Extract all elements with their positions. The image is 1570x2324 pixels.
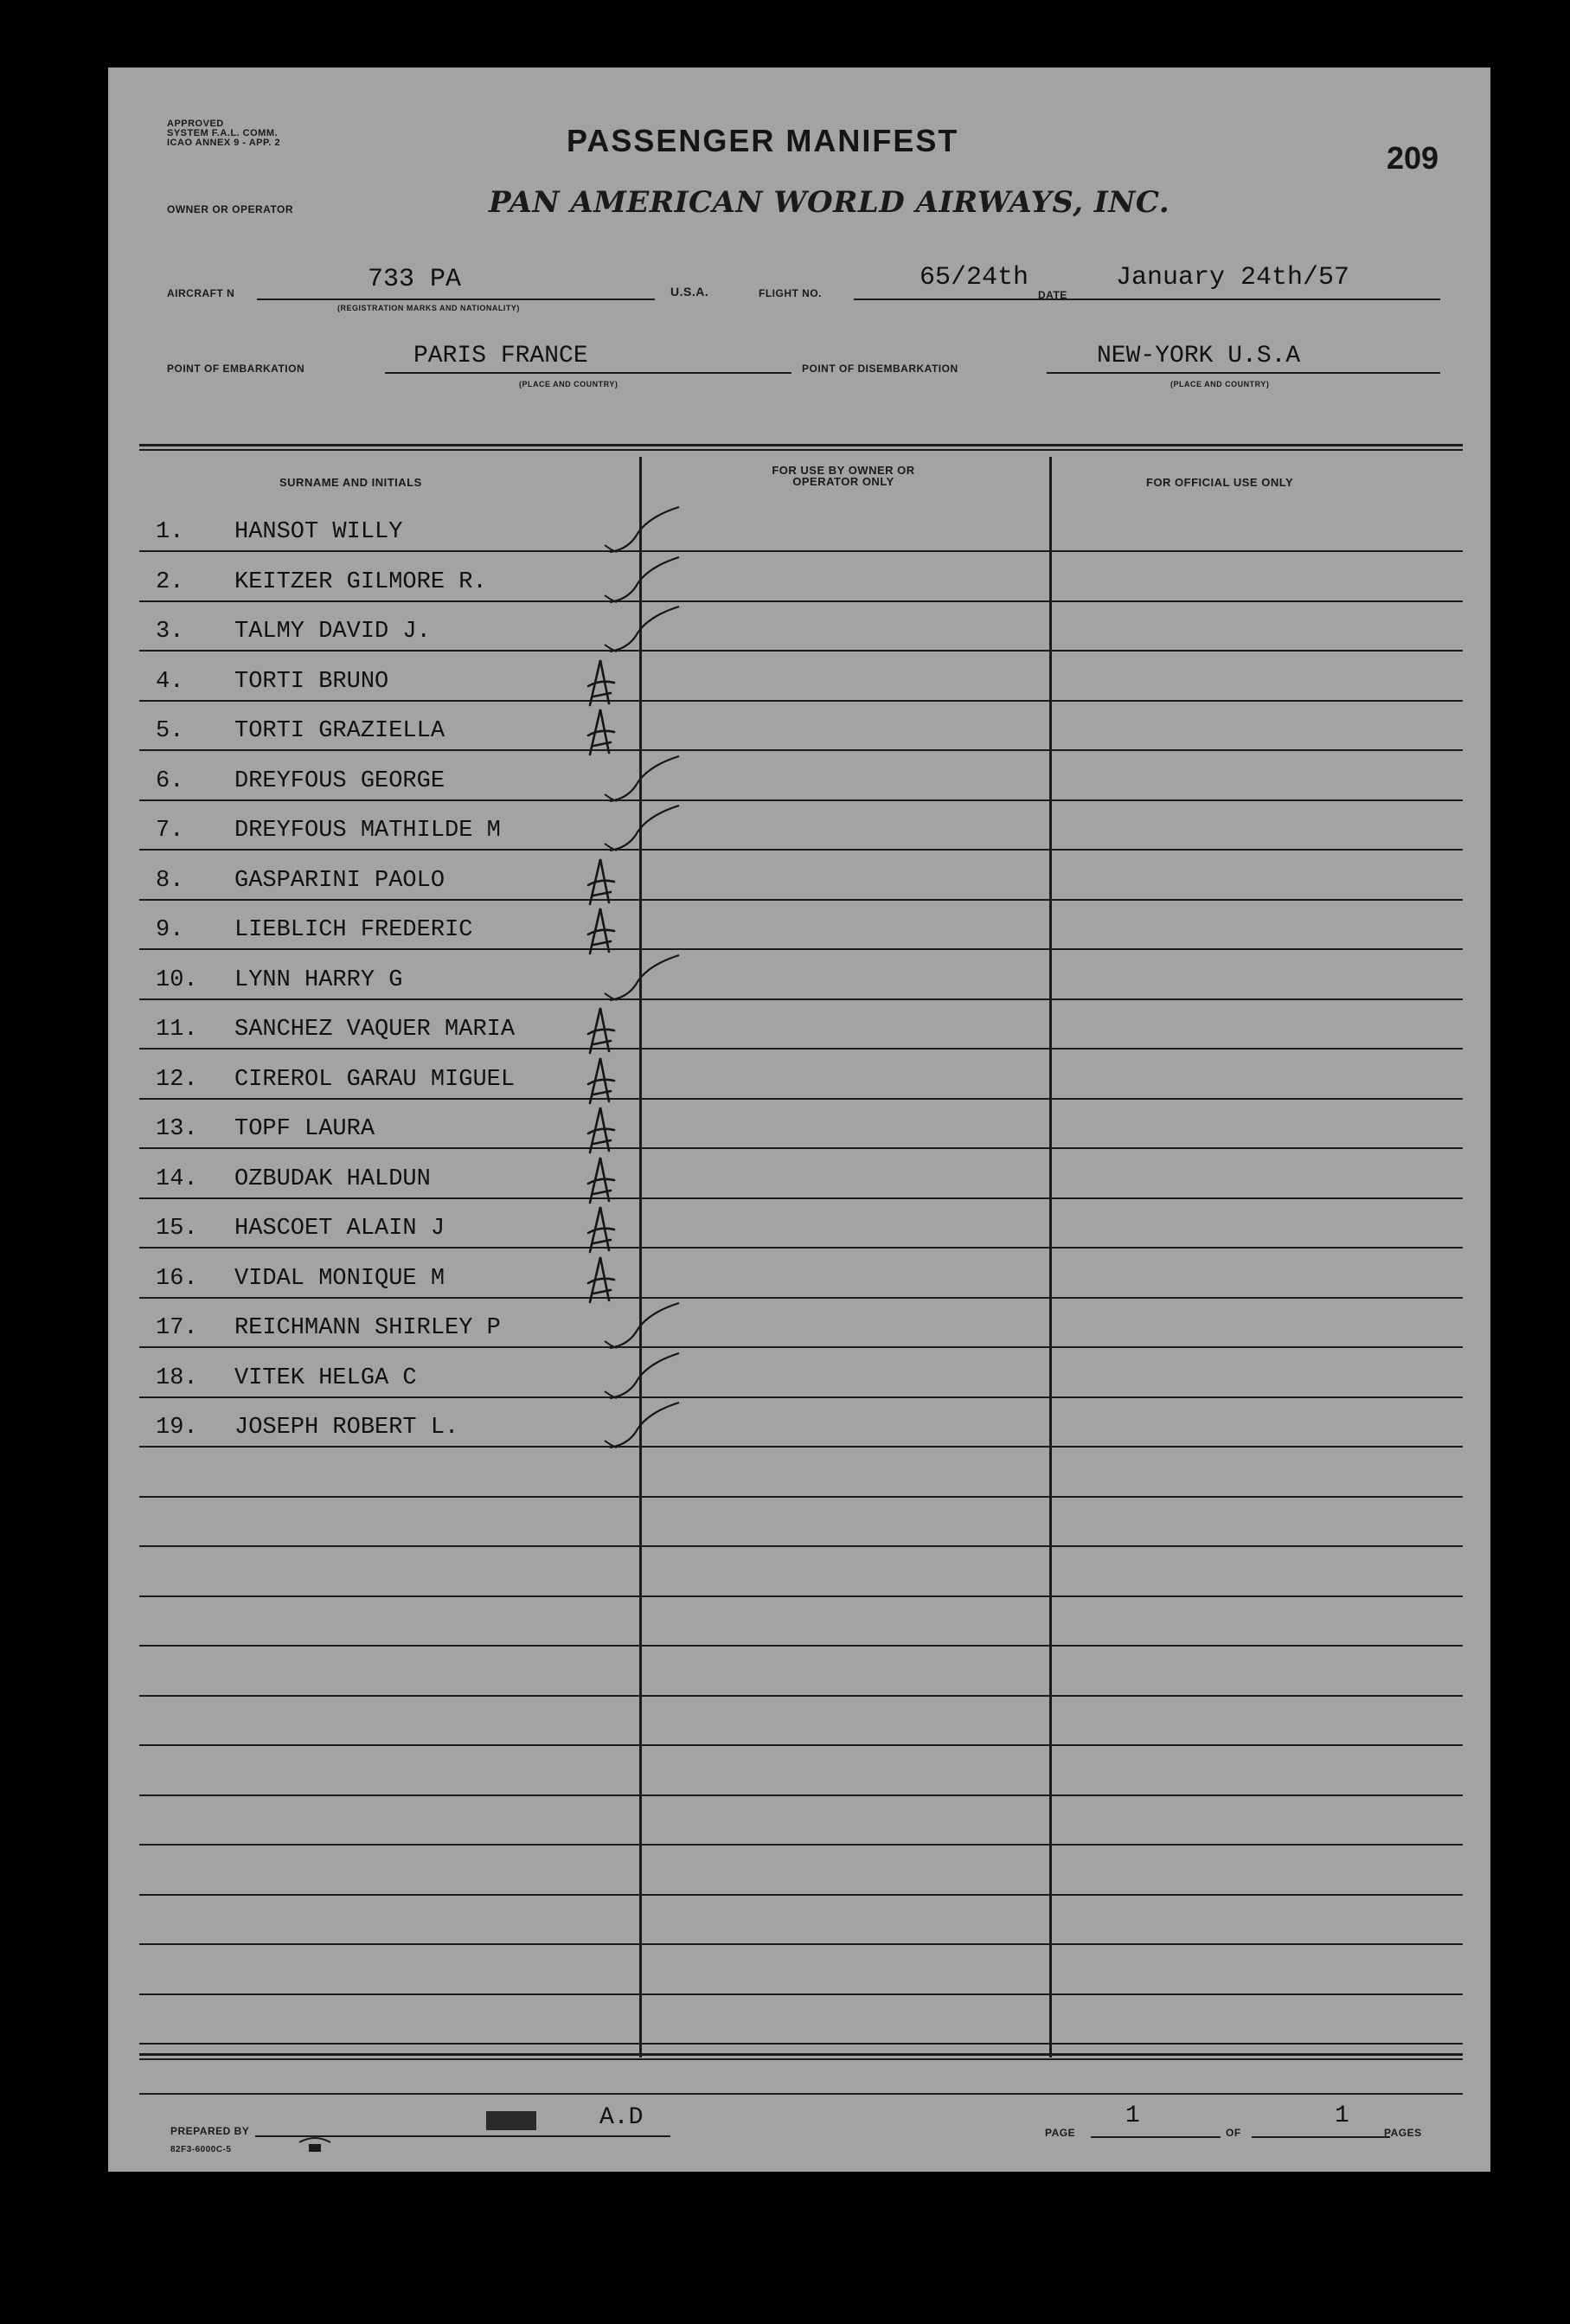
aircraft-sub-label: (REGISTRATION MARKS AND NATIONALITY) bbox=[337, 304, 520, 312]
pages-label: PAGES bbox=[1384, 2127, 1422, 2139]
passenger-number: 9. bbox=[156, 917, 184, 943]
row-rule bbox=[139, 849, 1463, 851]
table-bottom-rule bbox=[139, 2053, 1463, 2056]
passenger-name: CIREROL GARAU MIGUEL bbox=[234, 1066, 516, 1093]
row-rule bbox=[139, 1446, 1463, 1448]
row-rule bbox=[139, 1396, 1463, 1398]
row-rule bbox=[139, 2093, 1463, 2095]
passenger-name: VITEK HELGA C bbox=[234, 1364, 417, 1391]
passenger-number: 11. bbox=[156, 1017, 198, 1043]
manifest-sheet bbox=[108, 67, 1490, 2172]
disembarkation-sub-label: (PLACE AND COUNTRY) bbox=[1170, 380, 1270, 388]
aircraft-value: 733 PA bbox=[368, 265, 462, 294]
page-label: PAGE bbox=[1045, 2127, 1076, 2139]
approval-stamp bbox=[167, 119, 280, 148]
passenger-number: 3. bbox=[156, 619, 184, 645]
passenger-number: 13. bbox=[156, 1116, 198, 1142]
printer-logo bbox=[297, 2134, 333, 2162]
of-label: OF bbox=[1226, 2127, 1241, 2139]
passenger-number: 1. bbox=[156, 519, 184, 545]
passenger-name: SANCHEZ VAQUER MARIA bbox=[234, 1017, 516, 1043]
table-top-rule-2 bbox=[139, 449, 1463, 451]
passenger-number: 15. bbox=[156, 1216, 198, 1242]
passenger-name: JOSEPH ROBERT L. bbox=[234, 1415, 459, 1441]
row-rule bbox=[139, 1147, 1463, 1149]
aircraft-label: AIRCRAFT N bbox=[167, 287, 235, 299]
passenger-name: TORTI GRAZIELLA bbox=[234, 718, 445, 744]
row-rule bbox=[139, 700, 1463, 702]
passenger-number: 6. bbox=[156, 767, 184, 794]
row-rule bbox=[139, 998, 1463, 1000]
column-header-official-use: FOR OFFICIAL USE ONLY bbox=[1146, 476, 1294, 489]
passenger-number: 17. bbox=[156, 1315, 198, 1341]
disembarkation-underline bbox=[1047, 372, 1440, 374]
passenger-name: GASPARINI PAOLO bbox=[234, 867, 445, 894]
passenger-number: 12. bbox=[156, 1066, 198, 1093]
of-underline bbox=[1252, 2136, 1390, 2138]
table-top-rule bbox=[139, 444, 1463, 446]
check-mark-icon bbox=[593, 1397, 688, 1458]
passenger-name: HANSOT WILLY bbox=[234, 519, 403, 545]
disembarkation-value: NEW-YORK U.S.A bbox=[1097, 343, 1301, 369]
passenger-number: 5. bbox=[156, 718, 184, 744]
row-rule bbox=[139, 899, 1463, 901]
row-rule bbox=[139, 650, 1463, 652]
row-rule bbox=[139, 799, 1463, 801]
row-rule bbox=[139, 1993, 1463, 1995]
prepared-by-value: A.D bbox=[599, 2104, 644, 2131]
passenger-name: HASCOET ALAIN J bbox=[234, 1216, 445, 1242]
row-rule bbox=[139, 1048, 1463, 1050]
row-rule bbox=[139, 948, 1463, 950]
passenger-name: OZBUDAK HALDUN bbox=[234, 1165, 431, 1192]
column-header-surname: SURNAME AND INITIALS bbox=[279, 476, 422, 489]
column-divider-2 bbox=[1049, 457, 1052, 2058]
table-bottom-rule-2 bbox=[139, 2058, 1463, 2060]
embarkation-underline bbox=[385, 372, 791, 374]
row-rule bbox=[139, 1794, 1463, 1796]
approval-line: SYSTEM F.A.L. COMM. bbox=[167, 128, 279, 138]
row-rule bbox=[139, 600, 1463, 602]
row-rule bbox=[139, 1744, 1463, 1746]
usa-label: U.S.A. bbox=[670, 285, 709, 299]
passenger-name: TALMY DAVID J. bbox=[234, 619, 431, 645]
passenger-name: KEITZER GILMORE R. bbox=[234, 568, 487, 595]
passenger-number: 4. bbox=[156, 668, 184, 695]
row-rule bbox=[139, 1645, 1463, 1647]
row-rule bbox=[139, 1695, 1463, 1697]
passenger-name: DREYFOUS GEORGE bbox=[234, 767, 445, 794]
row-rule bbox=[139, 1595, 1463, 1597]
flight-value: 65/24th bbox=[920, 263, 1029, 292]
row-rule bbox=[139, 1943, 1463, 1945]
approval-line: ICAO ANNEX 9 - APP. 2 bbox=[167, 138, 281, 148]
row-rule bbox=[139, 1297, 1463, 1299]
form-number: 82F3-6000C-5 bbox=[170, 2145, 232, 2154]
passenger-number: 16. bbox=[156, 1265, 198, 1292]
passenger-number: 8. bbox=[156, 867, 184, 894]
passenger-name: TORTI BRUNO bbox=[234, 668, 389, 695]
passenger-name: LYNN HARRY G bbox=[234, 966, 403, 993]
passenger-name: REICHMANN SHIRLEY P bbox=[234, 1315, 501, 1341]
column-header-owner-use: FOR USE BY OWNER OR OPERATOR ONLY bbox=[772, 464, 915, 488]
passenger-name: LIEBLICH FREDERIC bbox=[234, 917, 473, 943]
flight-label: FLIGHT NO. bbox=[759, 287, 822, 299]
page-underline bbox=[1091, 2136, 1221, 2138]
row-rule bbox=[139, 1844, 1463, 1846]
disembarkation-label: POINT OF DISEMBARKATION bbox=[802, 363, 958, 375]
row-rule bbox=[139, 1247, 1463, 1249]
date-label: DATE bbox=[1038, 289, 1067, 301]
passenger-number: 18. bbox=[156, 1364, 198, 1391]
passenger-number: 19. bbox=[156, 1415, 198, 1441]
date-value: January 24th/57 bbox=[1116, 263, 1350, 292]
row-rule bbox=[139, 1197, 1463, 1199]
passenger-number: 7. bbox=[156, 818, 184, 844]
embarkation-sub-label: (PLACE AND COUNTRY) bbox=[519, 380, 618, 388]
owner-label: OWNER OR OPERATOR bbox=[167, 203, 294, 215]
approval-line: APPROVED bbox=[167, 119, 224, 129]
aircraft-underline bbox=[257, 299, 655, 300]
row-rule bbox=[139, 749, 1463, 751]
row-rule bbox=[139, 1346, 1463, 1348]
row-rule bbox=[139, 1496, 1463, 1498]
date-underline bbox=[1086, 299, 1440, 300]
passenger-name: DREYFOUS MATHILDE M bbox=[234, 818, 501, 844]
passenger-number: 10. bbox=[156, 966, 198, 993]
printer-logo-icon bbox=[297, 2134, 333, 2158]
passenger-name: VIDAL MONIQUE M bbox=[234, 1265, 445, 1292]
row-rule bbox=[139, 1098, 1463, 1100]
passenger-name: TOPF LAURA bbox=[234, 1116, 375, 1142]
passenger-number: 2. bbox=[156, 568, 184, 595]
airline-name: PAN AMERICAN WORLD AIRWAYS, INC. bbox=[489, 185, 1170, 220]
row-rule bbox=[139, 1545, 1463, 1547]
of-value: 1 bbox=[1335, 2103, 1349, 2129]
form-title: PASSENGER MANIFEST bbox=[567, 123, 959, 158]
embarkation-value: PARIS FRANCE bbox=[413, 343, 588, 369]
page-stamp: 209 bbox=[1387, 140, 1439, 176]
prepared-by-redaction bbox=[486, 2111, 536, 2130]
embarkation-label: POINT OF EMBARKATION bbox=[167, 363, 305, 375]
page-value: 1 bbox=[1125, 2103, 1140, 2129]
passenger-number: 14. bbox=[156, 1165, 198, 1192]
row-rule bbox=[139, 550, 1463, 552]
row-rule bbox=[139, 2043, 1463, 2045]
prepared-by-label: PREPARED BY bbox=[170, 2125, 250, 2137]
row-rule bbox=[139, 1894, 1463, 1896]
